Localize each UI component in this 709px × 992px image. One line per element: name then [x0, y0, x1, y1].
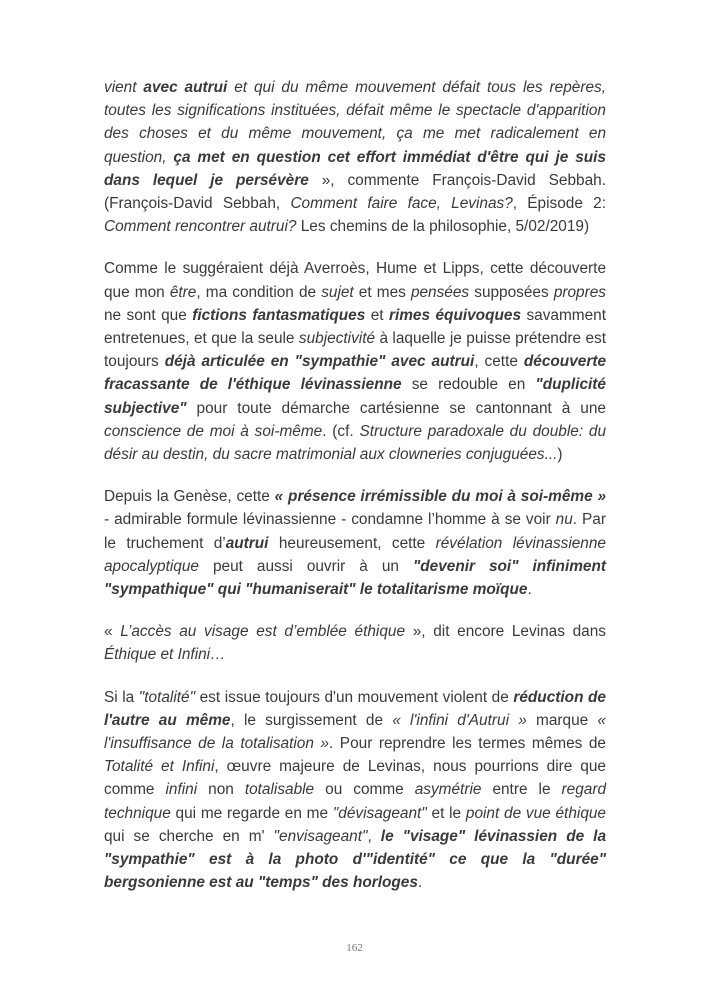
text-segment: supposées [469, 283, 554, 301]
text-segment: sujet [321, 283, 354, 301]
paragraph-sebbah-quote [104, 76, 611, 238]
text-segment: Éthique et Infini… [104, 646, 226, 664]
text-segment: heureusement, cette [268, 534, 436, 552]
text-segment: savamment entretenues, et que la seule [104, 306, 611, 348]
text-segment: « présence irrémissible du moi à soi-même » [274, 488, 607, 506]
text-segment: . (cf. [322, 422, 360, 440]
text-segment: qui se cherche en m' [104, 804, 611, 845]
text-segment: , le surgissement de [230, 711, 393, 729]
text-segment: Les chemins de la philosophie, 5/02/2019) [296, 218, 590, 236]
text-segment: conscience de moi à soi-même [104, 422, 323, 440]
text-segment: Comment rencontrer autrui? [104, 218, 297, 236]
text-segment: ça met en question cet effort immédiat d'être qui je suis dans lequel je persévère [104, 148, 611, 189]
text-segment: point de vue éthique [465, 804, 606, 822]
text-segment: "envisageant" [273, 827, 368, 845]
paragraph-acces-visage [104, 620, 611, 666]
text-segment: infini [165, 781, 198, 799]
text-segment: L’accès au visage est d’emblée éthique [120, 623, 406, 641]
text-segment: et qui du même mouvement défait tous les repères, toutes les significations instituées, défait même le spectacle d'apparition des choses et du même mouvement, ça me met radicalement en question, [104, 79, 611, 166]
text-segment: "duplicité subjective" [104, 376, 611, 417]
paragraph-totalite [104, 686, 611, 895]
text-segment: « l'insuffisance de la totalisation » [104, 711, 611, 753]
text-segment: marque [526, 711, 598, 729]
text-segment: autrui [225, 534, 269, 552]
text-segment: est issue toujours d'un mouvement violent de [195, 688, 514, 706]
text-segment: fictions fantasmatiques [192, 306, 366, 324]
text-segment: révélation lévinassienne apocalyptique [104, 534, 611, 575]
text-segment: . [527, 581, 532, 599]
paragraph-genese [104, 485, 611, 601]
text-segment: totalisable [244, 781, 315, 799]
text-segment: réduction de l'autre au même [104, 688, 611, 729]
text-segment: « [104, 623, 121, 641]
text-segment: "dévisageant" [332, 804, 427, 822]
text-segment: regard technique [104, 781, 611, 822]
text-segment: et le [426, 804, 466, 822]
text-segment: qui me regarde en me [170, 804, 333, 822]
text-segment: ou comme [314, 781, 415, 799]
text-segment: peut aussi ouvrir à un [198, 557, 413, 575]
text-segment: avec autrui [143, 79, 228, 96]
page-number: 162 [346, 942, 363, 954]
text-segment: ne sont que [104, 283, 611, 324]
text-segment: ) [557, 446, 563, 464]
text-segment: nu [555, 511, 573, 529]
text-segment: entre le [481, 781, 562, 799]
text-segment: . Par le truchement d’ [104, 511, 611, 552]
text-segment: vient [104, 79, 144, 96]
text-segment: , [367, 827, 381, 845]
text-segment: « l'infini d'Autrui » [392, 711, 527, 729]
text-segment: subjectivité [298, 330, 376, 348]
text-segment: propres [553, 283, 606, 301]
text-segment: », dit encore Levinas dans [405, 623, 611, 641]
text-segment: "totalité" [138, 688, 196, 706]
text-segment: rimes équivoques [388, 306, 522, 324]
text-segment: et mes [353, 283, 411, 301]
text-segment: asymétrie [414, 781, 482, 799]
page-body [104, 76, 611, 914]
paragraph-averroes-hume-lipps [104, 257, 611, 466]
text-segment: et [365, 306, 389, 324]
text-segment: découverte fracassante de l'éthique lévinassienne [104, 353, 611, 394]
text-segment: déjà articulée en "sympathie" avec autrui [164, 353, 475, 371]
text-segment: - admirable formule lévinassienne - condamne l’homme à se voir [104, 488, 611, 529]
text-segment: Si la [104, 688, 139, 706]
text-segment: . [417, 874, 423, 892]
text-segment: », commente François-David Sebbah. (François-David Sebbah, [104, 171, 611, 213]
text-segment: à laquelle je puisse prétendre est toujours [104, 330, 611, 371]
text-segment: , cette [474, 353, 524, 371]
text-segment: être [169, 283, 197, 301]
text-segment: se redouble en [401, 376, 536, 394]
text-segment: Structure paradoxale du double: du désir au destin, du sacre matrimonial aux clowneries conjuguées... [104, 422, 611, 464]
text-segment: , ma condition de [196, 283, 322, 301]
text-segment: le "visage" lévinassien de la "sympathie" est à la photo d'"identité" ce que la "durée" bergsonienne est au "temps" des horloges [104, 827, 611, 892]
text-segment: Depuis la Genèse, cette [104, 488, 275, 506]
text-segment: , Épisode 2: [512, 195, 611, 213]
text-segment: pour toute démarche cartésienne se cantonnant à une [186, 399, 611, 417]
text-segment: . Pour reprendre les termes mêmes de [329, 735, 611, 753]
text-segment: "devenir soi" infiniment "sympathique" qui "humaniserait" le totalitarisme moïque [104, 557, 611, 599]
text-segment: Totalité et Infini [104, 758, 215, 776]
text-segment: Comme le suggéraient déjà Averroès, Hume et Lipps, cette découverte que mon [104, 260, 611, 301]
text-segment: , œuvre majeure de Levinas, nous pourrions dire que comme [104, 758, 611, 799]
text-segment: non [197, 781, 245, 799]
text-segment: pensées [410, 283, 470, 301]
text-segment: Comment faire face, Levinas? [290, 195, 513, 213]
